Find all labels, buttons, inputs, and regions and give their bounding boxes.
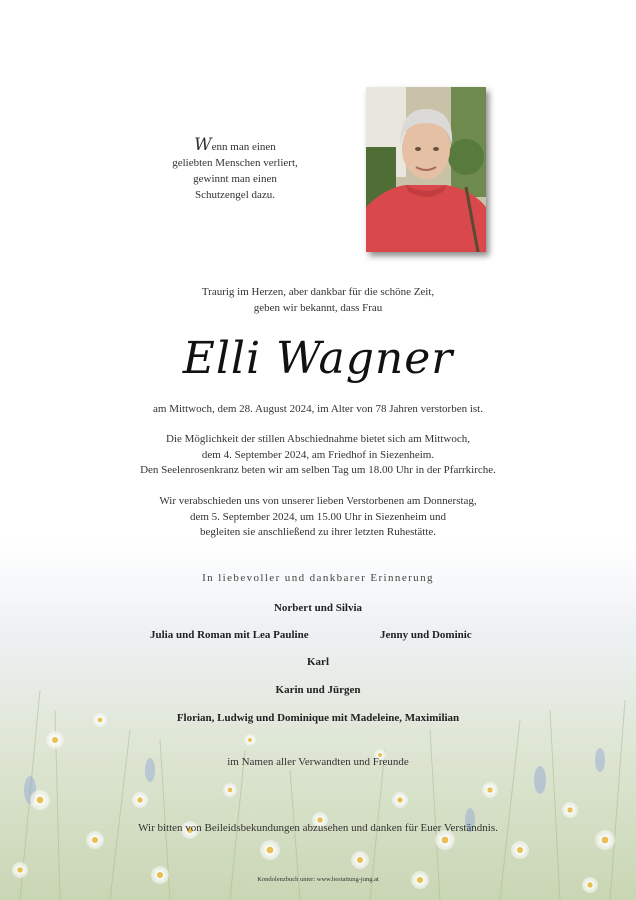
- condolence-request: Wir bitten von Beileidsbekundungen abzusehen und danken für Euer Verständnis.: [138, 822, 498, 834]
- quote-initial: W: [194, 135, 212, 155]
- quote-block: [130, 137, 340, 203]
- farewell-line-3: Den Seelenrosenkranz beten wir am selben Tag um 18.00 Uhr in der Pfarrkirche.: [140, 464, 496, 476]
- intro-line-1: Traurig im Herzen, aber dankbar für die schöne Zeit,: [201, 286, 435, 298]
- burial-line-2: dem 5. September 2024, um 15.00 Uhr in Siezenheim und: [189, 510, 446, 523]
- quote-line-4: Schutzengel dazu.: [194, 189, 276, 201]
- family-line-5: Florian, Ludwig und Dominique mit Madeleine, Maximilian: [176, 712, 460, 724]
- burial-line-1: Wir verabschieden uns von unserer lieben Verstorbenen am Donnerstag,: [159, 495, 477, 507]
- memory-heading: In liebevoller und dankbarer Erinnerung: [202, 572, 434, 584]
- farewell-paragraph: [0, 432, 636, 479]
- burial-paragraph: [0, 494, 636, 541]
- quote-line-1: enn man einen: [211, 141, 276, 153]
- burial-line-3: begleiten sie anschließend zu ihrer letzten Ruhestätte.: [199, 526, 437, 538]
- death-notice: am Mittwoch, dem 28. August 2024, im Alter von 78 Jahren verstorben ist.: [153, 403, 483, 415]
- farewell-line-2: dem 4. September 2024, am Friedhof in Siezenheim.: [201, 448, 435, 461]
- deceased-name: Elli Wagner: [182, 333, 454, 384]
- family-line-3: Karl: [307, 656, 329, 668]
- family-line-1: Norbert und Silvia: [273, 602, 362, 614]
- relatives-line: im Namen aller Verwandten und Freunde: [227, 756, 409, 768]
- intro-text: [0, 284, 636, 316]
- quote-line-2: geliebten Menschen verliert,: [172, 157, 298, 169]
- farewell-line-1: Die Möglichkeit der stillen Abschiednahme bietet sich am Mittwoch,: [166, 433, 470, 445]
- family-line-4: Karin und Jürgen: [275, 684, 361, 696]
- intro-line-2: geben wir bekannt, dass Frau: [253, 302, 383, 314]
- portrait-photo: [366, 87, 486, 252]
- family-line-2-left: Julia und Roman mit Lea Pauline: [150, 629, 309, 641]
- condolence-book-link[interactable]: Kondolenzbuch unter: www.bestattung-jung.at: [257, 876, 379, 883]
- family-line-2-right: Jenny und Dominic: [380, 629, 472, 641]
- quote-line-3: gewinnt man einen: [193, 173, 277, 185]
